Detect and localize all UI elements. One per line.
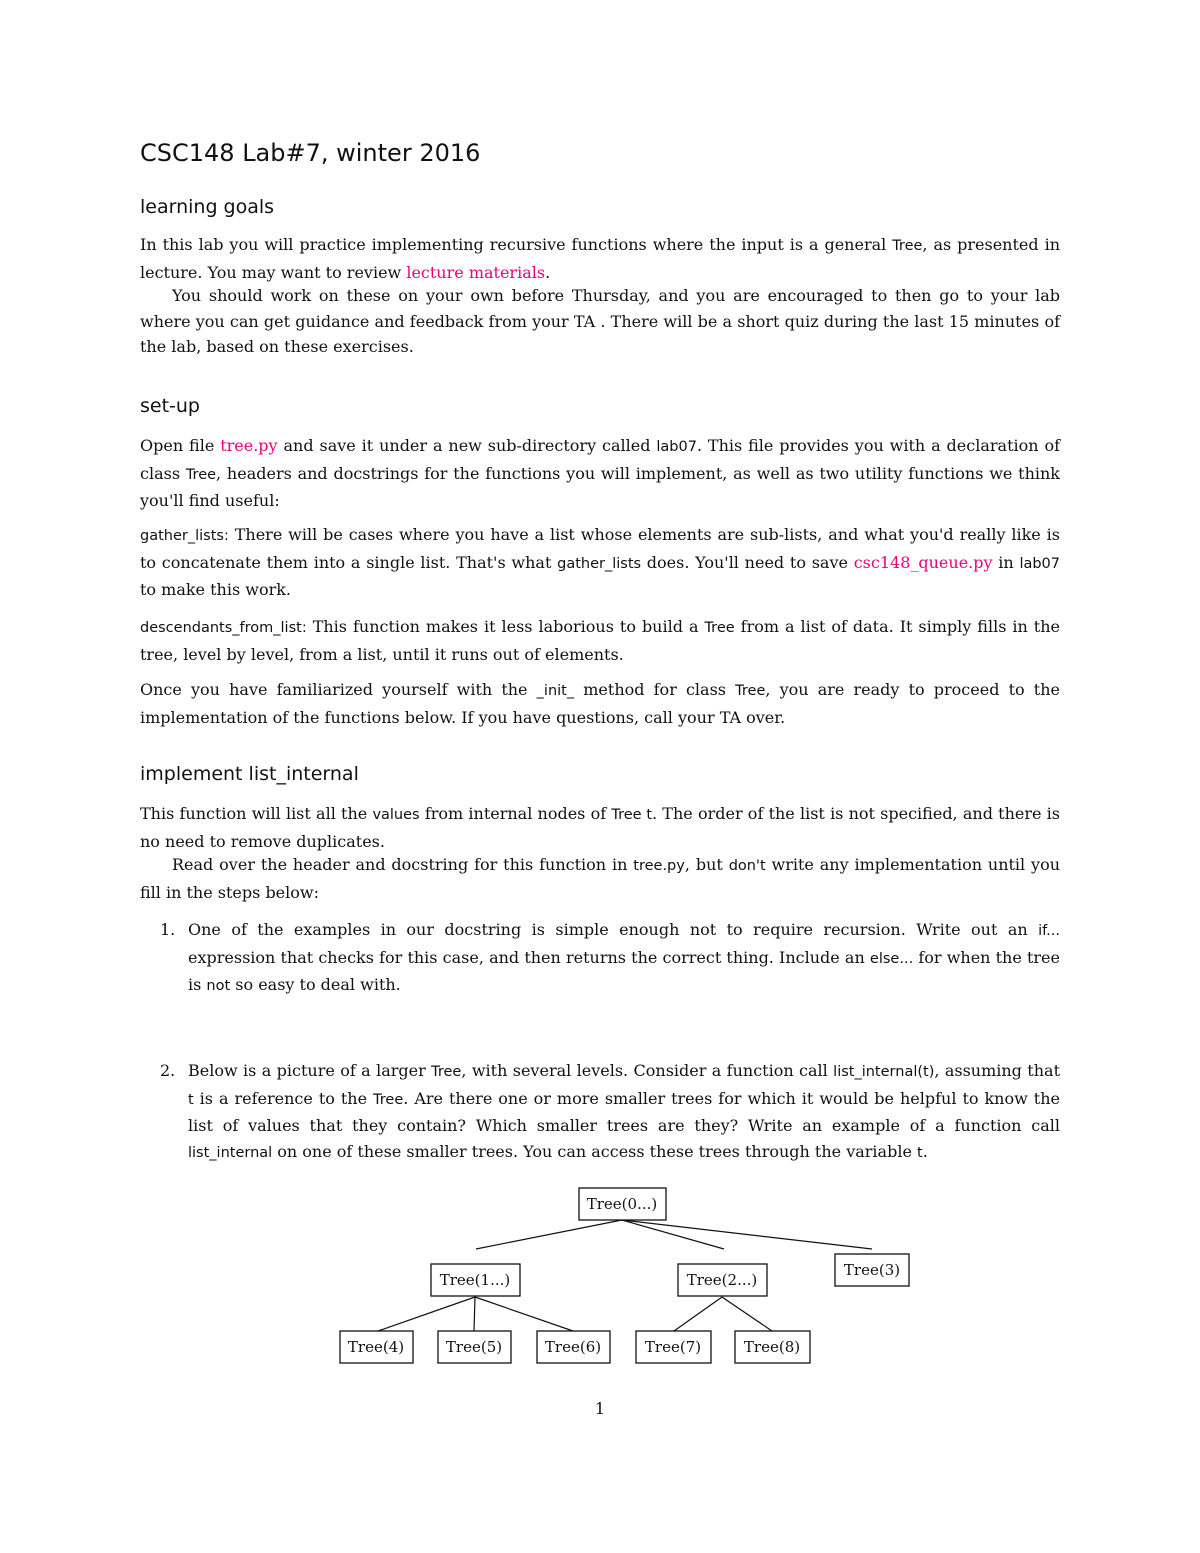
text: write any implementation until you fill in the steps below: (140, 855, 1061, 902)
code-t: t (917, 1144, 923, 1161)
text: , assuming that (934, 1061, 1061, 1080)
edge-1-4 (378, 1297, 475, 1331)
text: This function will list all the (140, 804, 373, 823)
edge-0-2 (622, 1220, 724, 1249)
code-tree-py: tree.py (633, 858, 685, 874)
text: One of the examples in our docstring is simple enough not to require recursion. Write out an (188, 920, 1039, 939)
code-list-internal-call: list_internal(t) (833, 1064, 935, 1080)
edge-1-6 (475, 1297, 573, 1331)
text: does. You'll need to save (641, 552, 854, 572)
node-label-8: Tree(8) (743, 1338, 801, 1356)
text: . (922, 1141, 928, 1161)
text: This function makes it less laborious to build a (306, 617, 705, 636)
code-else: else... (869, 950, 914, 967)
edge-1-5 (474, 1297, 475, 1331)
text: Open file (140, 436, 221, 455)
page-title: CSC148 Lab#7, winter 2016 (140, 139, 481, 167)
goals-paragraph-2: You should work on these on your own before Thursday, and you are encouraged to then go to your lab where you can get guidance and feedback from your TA . There will be a short quiz during the last 15 minutes of the lab, based on these exercises. (140, 286, 1060, 356)
edge-0-3 (622, 1220, 872, 1249)
text: , with several levels. Consider a function call (461, 1061, 834, 1080)
code-tree: Tree (431, 1064, 462, 1080)
text: for when the tree is (188, 947, 1060, 994)
node-label-4: Tree(4) (347, 1338, 405, 1356)
section-heading-setup: set-up (140, 395, 200, 417)
code-gather-lists: gather_lists (557, 555, 642, 572)
list-item-number: 1. (160, 920, 176, 939)
text: Below is a picture of a larger (188, 1061, 432, 1080)
code-init: _init_ (536, 683, 575, 699)
code-if: if... (1038, 923, 1060, 939)
csc148-queue-link[interactable]: csc148_queue.py (853, 552, 993, 572)
text: , as presented in lecture. You may want to review (140, 235, 1060, 282)
code-list-internal: list_internal (188, 1144, 273, 1161)
node-label-0: Tree(0...) (586, 1195, 658, 1213)
code-values: values (372, 807, 420, 823)
node-label-3: Tree(3) (843, 1261, 901, 1279)
definition-term: gather_lists: (140, 528, 229, 544)
tree-py-link[interactable]: tree.py (220, 436, 278, 455)
emphasis-dont: don't (728, 858, 766, 874)
text: , but (684, 855, 729, 874)
code-t: t (188, 1091, 194, 1108)
text: , headers and docstrings for the functions you will implement, as well as two utility functions we think you'll find useful: (140, 463, 1061, 510)
code-tree: Tree (704, 620, 735, 636)
text: expression that checks for this case, and then returns the correct thing. Include an (188, 947, 870, 967)
list-item-number: 2. (160, 1061, 176, 1080)
edge-0-1 (476, 1220, 622, 1249)
text: . Are there one or more smaller trees for which it would be helpful to know the list of values that they contain? Which smaller trees are they? Write an example of a function call (188, 1088, 1060, 1135)
edge-2-8 (722, 1297, 772, 1331)
text: method for class (574, 680, 736, 699)
code-lab07: lab07 (656, 439, 697, 455)
page-number: 1 (594, 1399, 606, 1418)
text: to make this work. (140, 580, 292, 599)
lecture-materials-link[interactable]: lecture materials (406, 262, 546, 282)
node-label-1: Tree(1...) (439, 1271, 511, 1289)
node-label-5: Tree(5) (445, 1338, 503, 1356)
text: and save it under a new sub-directory called (277, 436, 657, 455)
edge-2-7 (674, 1297, 722, 1331)
text: , you are ready to proceed to the implementation of the functions below. If you have questions, call your TA over. (140, 680, 1060, 727)
section-heading-implement: implement list_internal (140, 763, 359, 785)
text: In this lab you will practice implementing recursive functions where the input is a general (140, 235, 893, 254)
text: from a list of data. It simply fills in the tree, level by level, from a list, until it runs out of elements. (140, 617, 1060, 664)
emphasis-not: not (206, 978, 231, 994)
text: is a reference to the (193, 1088, 374, 1108)
code-tree: Tree (735, 683, 766, 699)
text: Once you have familiarized yourself with the (140, 680, 537, 699)
code-tree: Tree (185, 466, 217, 483)
section-heading-learning-goals: learning goals (140, 196, 275, 218)
text: . (545, 262, 551, 282)
node-label-6: Tree(6) (544, 1338, 602, 1356)
text: so easy to deal with. (230, 975, 401, 994)
code-tree: Tree (373, 1091, 404, 1108)
text: in (992, 552, 1020, 572)
node-label-7: Tree(7) (644, 1338, 702, 1356)
text: from internal nodes of (419, 804, 612, 823)
code-lab07: lab07 (1019, 555, 1061, 572)
text: Read over the header and docstring for this function in (172, 855, 634, 874)
text: . The order of the list is not specified, and there is no need to remove duplicates. (140, 804, 1061, 851)
node-label-2: Tree(2...) (686, 1271, 758, 1289)
text: on one of these smaller trees. You can access these trees through the variable (272, 1141, 917, 1161)
text: There will be cases where you have a list whose elements are sub-lists, and what you'd really like is to concatenate them into a single list. That's what (140, 525, 1060, 572)
text: . This file provides you with a declaration of class (140, 436, 1061, 483)
code-tree-t: Tree t (611, 807, 653, 823)
code-tree: Tree (892, 238, 923, 254)
definition-term: descendants_from_list: (140, 620, 307, 636)
